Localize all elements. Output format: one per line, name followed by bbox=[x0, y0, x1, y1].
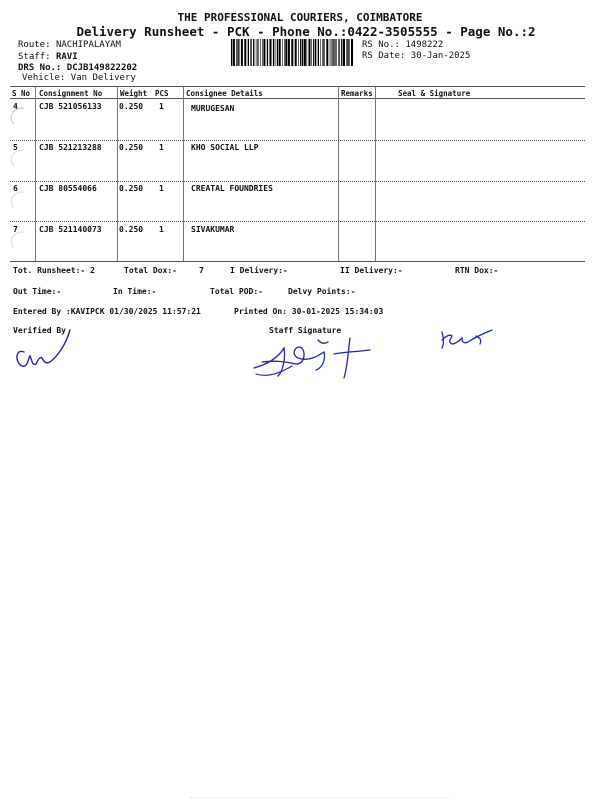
barcode-bar bbox=[244, 39, 246, 66]
barcode-bar bbox=[284, 39, 285, 66]
row-pcs: 1 bbox=[159, 225, 164, 234]
row-pcs: 1 bbox=[159, 184, 164, 193]
barcode-bar bbox=[291, 39, 293, 66]
verified-by-label: Verified By bbox=[13, 326, 66, 335]
barcode-bar bbox=[295, 39, 297, 66]
barcode-bar bbox=[233, 39, 235, 66]
col-divider bbox=[338, 86, 339, 261]
barcode-bar bbox=[257, 39, 258, 66]
row-sno: 5 bbox=[13, 143, 18, 152]
barcode-bar bbox=[267, 39, 268, 66]
row-sno: 6 bbox=[13, 184, 18, 193]
table-top-rule bbox=[10, 86, 585, 87]
initials-signature bbox=[436, 326, 496, 354]
rs-date-line bbox=[362, 51, 470, 61]
row-sno: 7 bbox=[13, 225, 18, 234]
tot-runsheet: Tot. Runsheet:- 2 bbox=[13, 266, 95, 275]
row-weight: 0.250 bbox=[119, 184, 144, 193]
col-header-weight: Weight bbox=[120, 89, 148, 98]
row-consignee: MURUGESAN bbox=[191, 104, 235, 113]
barcode-bar bbox=[279, 39, 281, 66]
row-consignee: SIVAKUMAR bbox=[191, 225, 235, 234]
row-divider bbox=[10, 221, 585, 222]
barcode-bar bbox=[238, 39, 239, 66]
barcode-bar bbox=[288, 39, 290, 66]
col-header-consignment: Consignment No bbox=[39, 89, 103, 98]
vehicle-line bbox=[22, 73, 136, 83]
barcode-bar bbox=[320, 39, 321, 66]
total-dox-label: Total Dox:- bbox=[124, 266, 177, 275]
drs-label: DRS No.: bbox=[18, 63, 62, 73]
barcode-bar bbox=[285, 39, 287, 66]
row-weight: 0.250 bbox=[119, 225, 144, 234]
barcode-bar bbox=[302, 39, 303, 66]
staff-line bbox=[18, 52, 78, 62]
vehicle-label: Vehicle: bbox=[22, 73, 66, 83]
barcode-bar bbox=[298, 39, 299, 66]
barcode-bar bbox=[277, 39, 278, 66]
row-consignment: CJB 521056133 bbox=[39, 102, 102, 111]
barcode-bar bbox=[330, 39, 331, 66]
barcode-bar bbox=[313, 39, 314, 66]
total-dox-value: 7 bbox=[199, 266, 204, 275]
barcode-bar bbox=[332, 39, 333, 66]
barcode-bar bbox=[326, 39, 328, 66]
rtn-dox: RTN Dox:- bbox=[455, 266, 499, 275]
route-label: Route: bbox=[18, 40, 51, 50]
barcode-bar bbox=[256, 39, 257, 66]
rs-date-value: 30-Jan-2025 bbox=[410, 51, 471, 61]
barcode bbox=[230, 39, 356, 66]
table-header-rule bbox=[10, 98, 585, 99]
col-divider bbox=[117, 86, 118, 261]
ii-delivery: II Delivery:- bbox=[340, 266, 403, 275]
barcode-bar bbox=[250, 39, 251, 66]
row-consignment: CJB 80554066 bbox=[39, 184, 97, 193]
row-weight: 0.250 bbox=[119, 143, 144, 152]
barcode-bar bbox=[338, 39, 339, 66]
col-divider bbox=[183, 86, 184, 261]
verified-by-signature bbox=[12, 326, 74, 372]
col-divider bbox=[35, 86, 36, 261]
col-divider bbox=[375, 86, 376, 261]
barcode-bar bbox=[318, 39, 319, 66]
rs-date-label: RS Date: bbox=[362, 51, 406, 61]
barcode-bar bbox=[343, 39, 345, 66]
out-time: Out Time:- bbox=[13, 287, 62, 296]
barcode-bar bbox=[307, 39, 308, 66]
barcode-bar bbox=[275, 39, 276, 66]
barcode-bar bbox=[311, 39, 312, 66]
row-consignment: CJB 521140073 bbox=[39, 225, 102, 234]
row-divider bbox=[10, 181, 585, 182]
barcode-bar bbox=[273, 39, 274, 66]
in-time: In Time:- bbox=[113, 287, 157, 296]
barcode-bar bbox=[248, 39, 249, 66]
barcode-bar bbox=[309, 39, 311, 66]
table-bottom-rule bbox=[10, 261, 585, 262]
row-pcs: 1 bbox=[159, 102, 164, 111]
barcode-bar bbox=[260, 39, 261, 66]
route-line bbox=[18, 40, 121, 50]
barcode-bar bbox=[241, 39, 243, 66]
staff-signature-label: Staff Signature bbox=[269, 326, 342, 335]
barcode-bar bbox=[333, 39, 334, 66]
col-header-remarks: Remarks bbox=[341, 89, 373, 98]
scan-smudge bbox=[2, 100, 34, 250]
drs-value: DCJB149822202 bbox=[66, 63, 138, 73]
barcode-bar bbox=[263, 39, 265, 66]
drs-line bbox=[18, 63, 137, 73]
row-pcs: 1 bbox=[159, 143, 164, 152]
barcode-bar bbox=[300, 39, 301, 66]
entered-by: Entered By :KAVIPCK 01/30/2025 11:57:21 bbox=[13, 307, 201, 316]
staff-signature bbox=[248, 334, 378, 384]
barcode-bar bbox=[236, 39, 237, 66]
barcode-bar bbox=[351, 39, 353, 66]
barcode-bar bbox=[258, 39, 259, 66]
rs-no-line bbox=[362, 40, 443, 50]
row-consignee: KHO SOCIAL LLP bbox=[191, 143, 259, 152]
barcode-bar bbox=[324, 39, 325, 66]
barcode-bar bbox=[315, 39, 316, 66]
row-consignment: CJB 521213288 bbox=[39, 143, 102, 152]
barcode-bar bbox=[253, 39, 254, 66]
col-header-sno: S No bbox=[12, 89, 31, 98]
scan-edge bbox=[190, 797, 450, 798]
delvy-points: Delvy Points:- bbox=[288, 287, 356, 296]
barcode-bar bbox=[322, 39, 323, 66]
barcode-bar bbox=[336, 39, 337, 66]
rs-no-value: 1498222 bbox=[405, 40, 444, 50]
barcode-bar bbox=[270, 39, 272, 66]
col-header-pcs: PCS bbox=[155, 89, 169, 98]
staff-label: Staff: bbox=[18, 52, 51, 62]
row-sno: 4 bbox=[13, 102, 18, 111]
barcode-bar bbox=[282, 39, 283, 66]
barcode-bar bbox=[341, 39, 342, 66]
row-weight: 0.250 bbox=[119, 102, 144, 111]
barcode-bar bbox=[262, 39, 263, 66]
row-consignee: CREATAL FOUNDRIES bbox=[191, 184, 273, 193]
total-pod: Total POD:- bbox=[210, 287, 263, 296]
barcode-bar bbox=[231, 39, 232, 66]
barcode-bar bbox=[335, 39, 336, 66]
row-divider bbox=[10, 140, 585, 141]
i-delivery: I Delivery:- bbox=[230, 266, 288, 275]
runsheet-title: Delivery Runsheet - PCK - Phone No.:0422-3505555 - Page No.:2 bbox=[76, 24, 536, 39]
barcode-bar bbox=[304, 39, 306, 66]
barcode-bar bbox=[331, 39, 332, 66]
route-value: NACHIPALAYAM bbox=[55, 40, 121, 50]
col-header-consignee: Consignee Details bbox=[186, 89, 263, 98]
company-name: THE PROFESSIONAL COURIERS, COIMBATORE bbox=[177, 11, 423, 24]
barcode-bar bbox=[346, 39, 347, 66]
barcode-bar bbox=[348, 39, 349, 66]
rs-no-label: RS No.: bbox=[362, 40, 400, 50]
staff-value: RAVI bbox=[55, 52, 78, 62]
printed-on: Printed On: 30-01-2025 15:34:03 bbox=[234, 307, 384, 316]
vehicle-value: Van Delivery bbox=[70, 73, 136, 83]
col-header-seal-signature: Seal & Signature bbox=[398, 89, 471, 98]
